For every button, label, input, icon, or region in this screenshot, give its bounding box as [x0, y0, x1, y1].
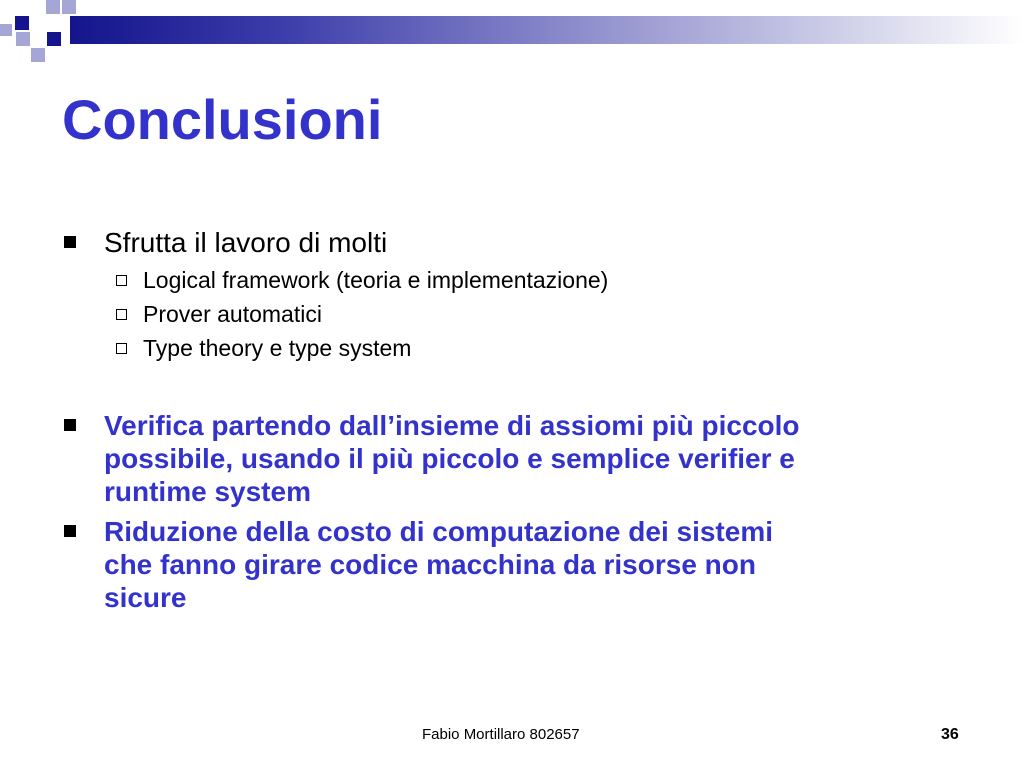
hollow-square-bullet-icon [116, 343, 127, 354]
bullet-text-line: Riduzione della costo di computazione dei sistemi [104, 516, 773, 547]
bullet-text-line: che fanno girare codice macchina da risorse non [104, 549, 756, 580]
sub-bullet-text: Logical framework (teoria e implementazione) [143, 267, 609, 293]
hollow-square-bullet-icon [116, 309, 127, 320]
sub-bullet-item [116, 335, 411, 362]
sub-bullet-text: Type theory e type system [143, 335, 412, 361]
sub-bullet-item [116, 301, 322, 328]
sub-bullet-item [116, 267, 608, 294]
bullet-item [64, 409, 800, 508]
bullet-item [64, 226, 387, 259]
slide-title: Conclusioni [62, 88, 383, 151]
bullet-text-line: runtime system [104, 476, 311, 507]
hollow-square-bullet-icon [116, 275, 127, 286]
square-bullet-icon [64, 236, 76, 248]
square-bullet-icon [64, 525, 76, 537]
bullet-text: Sfrutta il lavoro di molti [104, 227, 388, 258]
page-number: 36 [941, 726, 959, 743]
square-bullet-icon [64, 419, 76, 431]
bullet-text [104, 409, 800, 508]
bullet-text [104, 515, 773, 614]
sub-bullet-text: Prover automatici [143, 301, 322, 327]
bullet-text-line: possibile, usando il più piccolo e semplice verifier e [104, 443, 795, 474]
bullet-text-line: Verifica partendo dall’insieme di assiomi più piccolo [104, 410, 800, 441]
bullet-text-line: sicure [104, 582, 187, 613]
footer-author: Fabio Mortillaro 802657 [422, 726, 580, 743]
bullet-item [64, 515, 773, 614]
